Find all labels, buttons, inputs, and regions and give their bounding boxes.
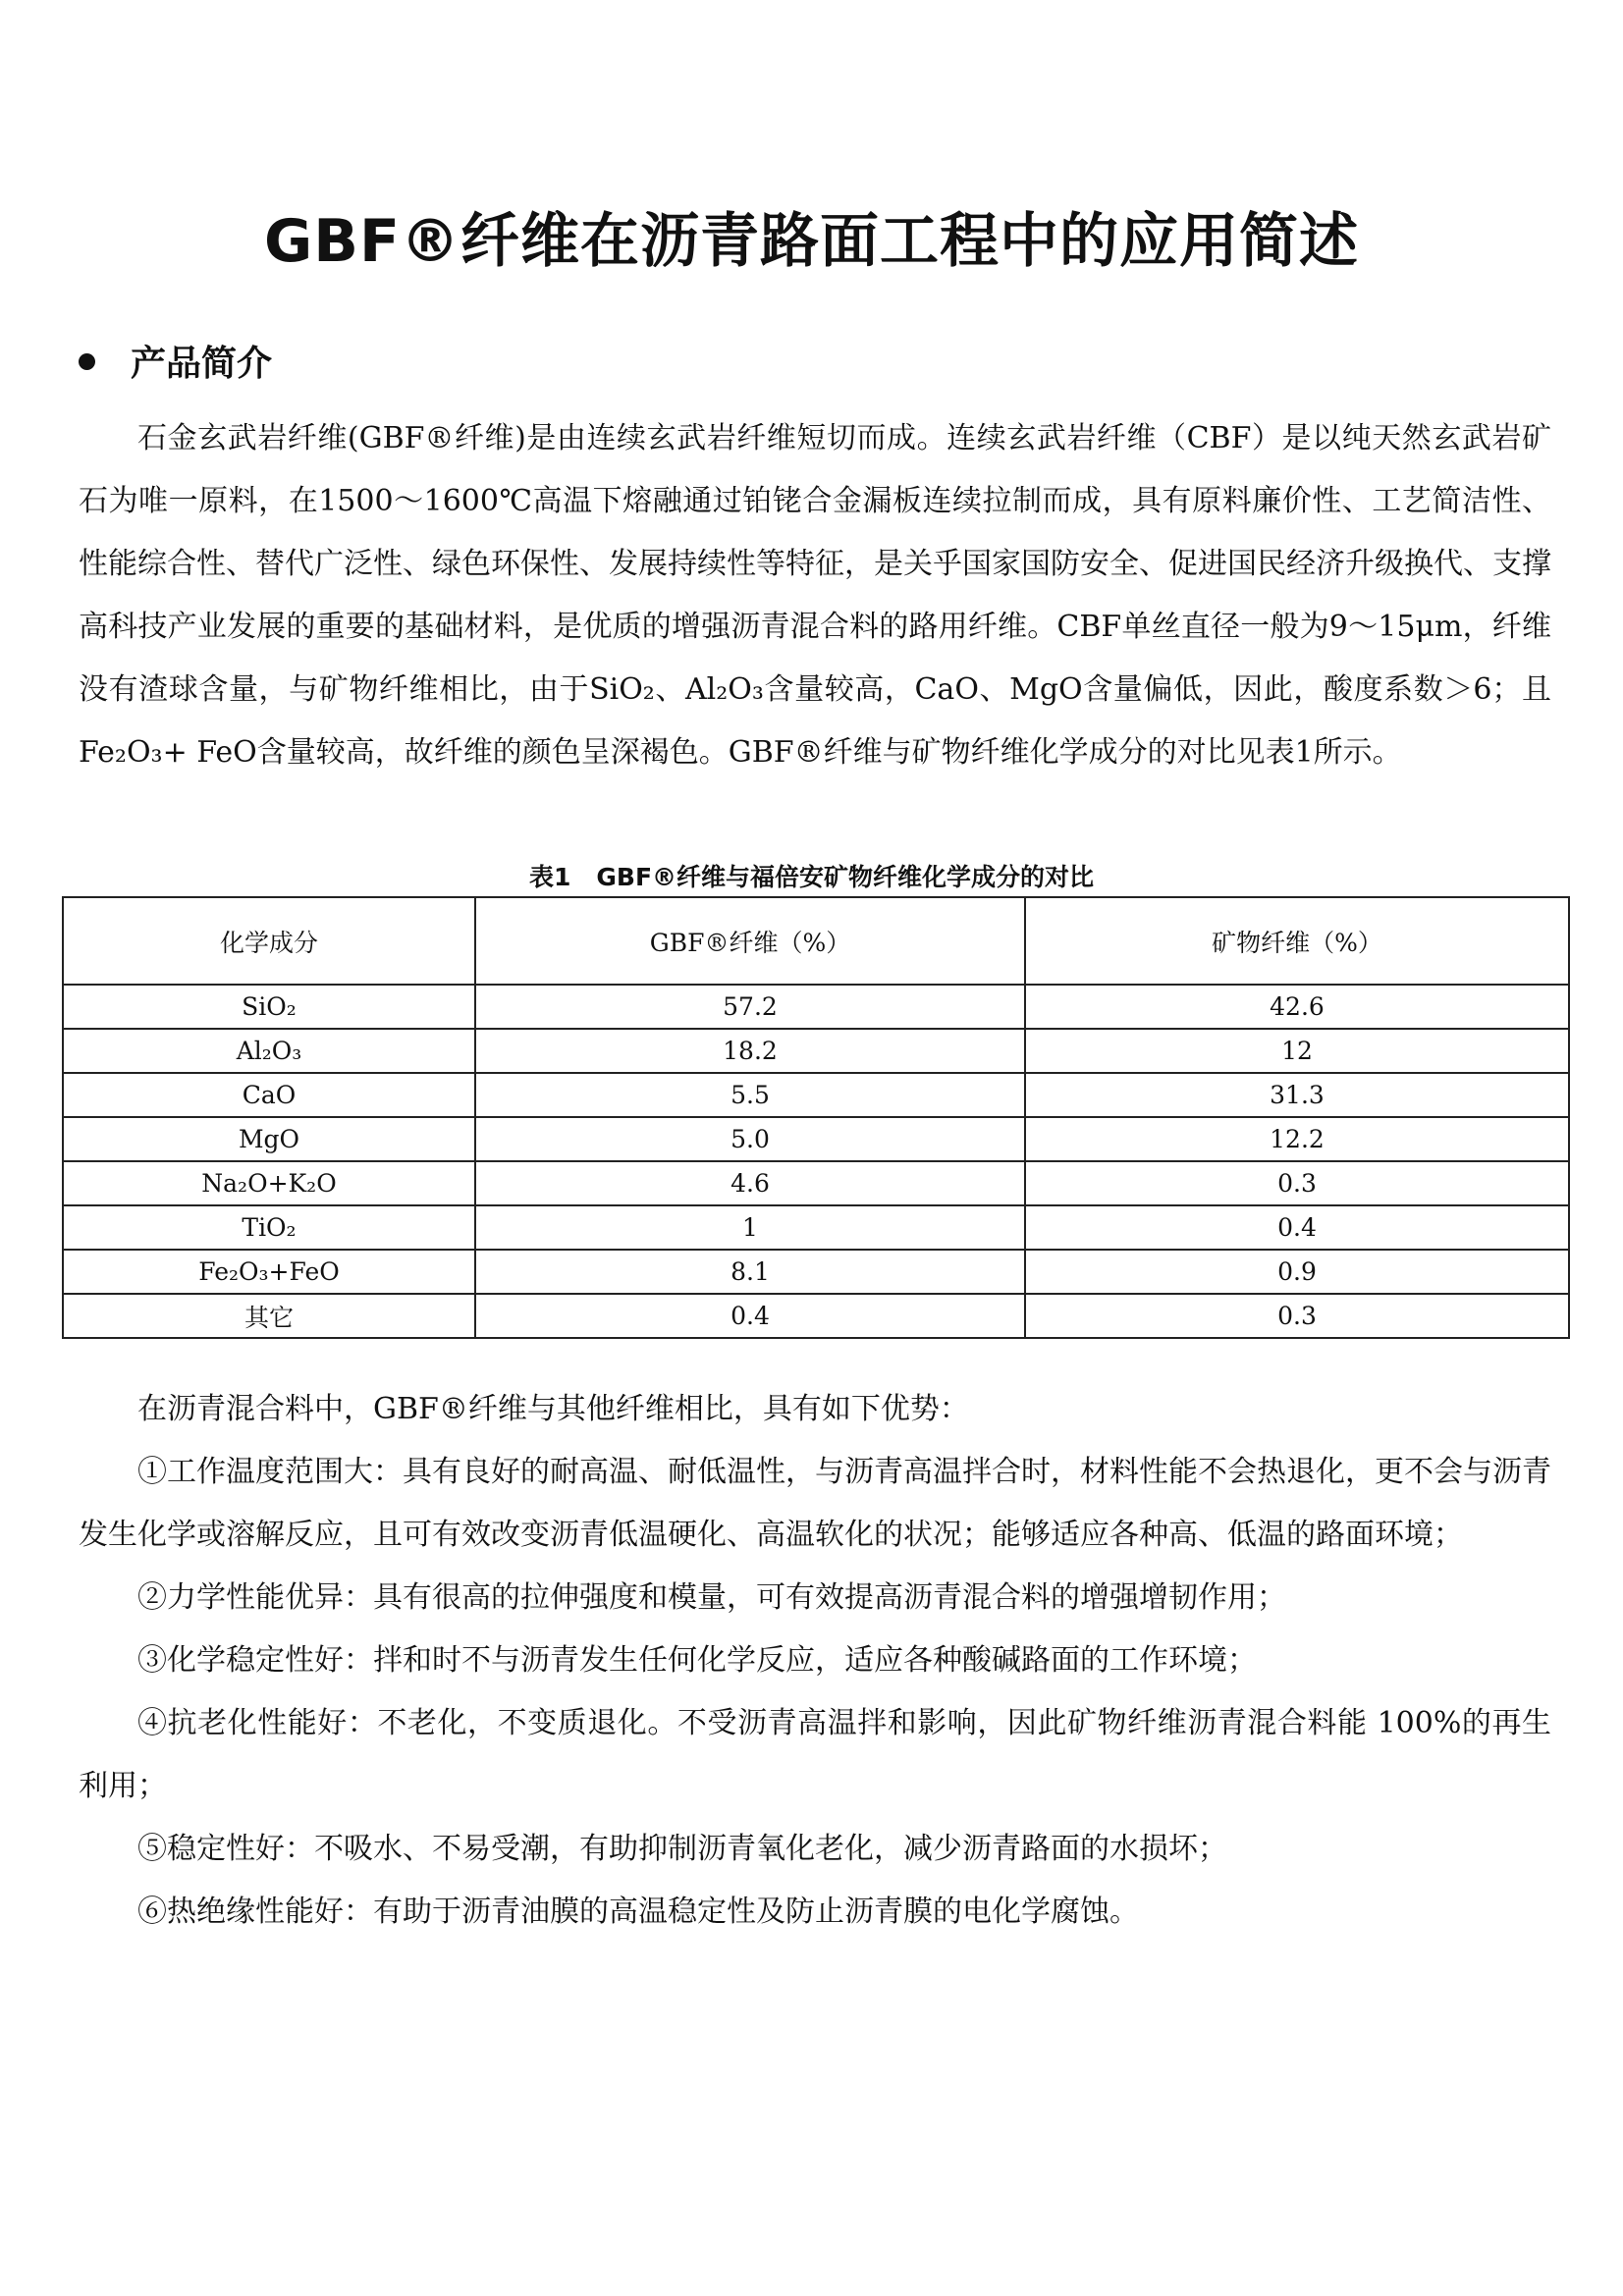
table-caption-text: GBF®纤维与福倍安矿物纤维化学成分的对比 bbox=[596, 863, 1095, 891]
table-cell: 0.4 bbox=[475, 1294, 1025, 1338]
table-cell: 0.9 bbox=[1025, 1250, 1569, 1294]
advantage-item: ②力学性能优异：具有很高的拉伸强度和模量，可有效提高沥青混合料的增强增韧作用； bbox=[137, 1580, 1286, 1615]
advantage-item: ⑥热绝缘性能好：有助于沥青油膜的高温稳定性及防止沥青膜的电化学腐蚀。 bbox=[137, 1895, 1139, 1929]
table-row bbox=[63, 1117, 1569, 1161]
table-cell: TiO₂ bbox=[63, 1205, 475, 1250]
advantage-item: ⑤稳定性好：不吸水、不易受潮，有助抑制沥青氧化老化，减少沥青路面的水损坏； bbox=[137, 1832, 1227, 1866]
table-cell: CaO bbox=[63, 1073, 475, 1117]
table-cell: 18.2 bbox=[475, 1029, 1025, 1073]
table-row bbox=[63, 1205, 1569, 1250]
table-cell: 0.4 bbox=[1025, 1205, 1569, 1250]
table-cell: 8.1 bbox=[475, 1250, 1025, 1294]
table-row bbox=[63, 1250, 1569, 1294]
table-cell: 4.6 bbox=[475, 1161, 1025, 1205]
table-cell: 42.6 bbox=[1025, 985, 1569, 1029]
table-cell: 1 bbox=[475, 1205, 1025, 1250]
table-cell: 57.2 bbox=[475, 985, 1025, 1029]
advantage-item: ④抗老化性能好：不老化，不变质退化。不受沥青高温拌和影响，因此矿物纤维沥青混合料能 100%的再生利用； bbox=[79, 1706, 1551, 1803]
table-header-row bbox=[63, 897, 1569, 985]
advantages-section bbox=[79, 1378, 1551, 1944]
bullet-dot-icon bbox=[79, 353, 95, 370]
section-heading bbox=[79, 336, 272, 386]
table-cell: 5.0 bbox=[475, 1117, 1025, 1161]
header-cell: GBF®纤维（%） bbox=[475, 897, 1025, 985]
table-row bbox=[63, 1073, 1569, 1117]
table-cell: 5.5 bbox=[475, 1073, 1025, 1117]
table-cell: 12 bbox=[1025, 1029, 1569, 1073]
table-cell: 0.3 bbox=[1025, 1161, 1569, 1205]
header-cell: 化学成分 bbox=[63, 897, 475, 985]
advantages-intro: 在沥青混合料中，GBF®纤维与其他纤维相比，具有如下优势： bbox=[137, 1392, 969, 1426]
advantage-item: ①工作温度范围大：具有良好的耐高温、耐低温性，与沥青高温拌合时，材料性能不会热退化，更不会与沥青发生化学或溶解反应，且可有效改变沥青低温硬化、高温软化的状况；能够适应各种高、低温的路面环境； bbox=[79, 1455, 1551, 1552]
composition-table bbox=[62, 896, 1570, 1339]
table-cell: Al₂O₃ bbox=[63, 1029, 475, 1073]
header-cell: 矿物纤维（%） bbox=[1025, 897, 1569, 985]
table-cell: SiO₂ bbox=[63, 985, 475, 1029]
table-caption bbox=[0, 858, 1623, 893]
advantage-item: ③化学稳定性好：拌和时不与沥青发生任何化学反应，适应各种酸碱路面的工作环境； bbox=[137, 1643, 1257, 1678]
table-row bbox=[63, 985, 1569, 1029]
section-heading-text: 产品简介 bbox=[131, 344, 273, 384]
table-cell: 31.3 bbox=[1025, 1073, 1569, 1117]
table-row bbox=[63, 1161, 1569, 1205]
table-cell: Na₂O+K₂O bbox=[63, 1161, 475, 1205]
table-cell: 12.2 bbox=[1025, 1117, 1569, 1161]
table-cell: 0.3 bbox=[1025, 1294, 1569, 1338]
table-cell: MgO bbox=[63, 1117, 475, 1161]
intro-paragraph: 石金玄武岩纤维(GBF®纤维)是由连续玄武岩纤维短切而成。连续玄武岩纤维（CBF）是以纯天然玄武岩矿石为唯一原料，在1500～1600℃高温下熔融通过铂铑合金漏板连续拉制而成，具有原料廉价性、工艺简洁性、性能综合性、替代广泛性、绿色环保性、发展持续性等特征，是关乎国家国防安全、促进国民经济升级换代、支撑高科技产业发展的重要的基础材料，是优质的增强沥青混合料的路用纤维。CBF单丝直径一般为9～15μm，纤维没有渣球含量，与矿物纤维相比，由于SiO₂、Al₂O₃含量较高，CaO、MgO含量偏低，因此，酸度系数＞6；且Fe₂O₃+ FeO含量较高，故纤维的颜色呈深褐色。GBF®纤维与矿物纤维化学成分的对比见表1所示。 bbox=[79, 421, 1551, 770]
table-caption-number: 表1 bbox=[528, 863, 571, 891]
page-title: GBF®纤维在沥青路面工程中的应用简述 bbox=[264, 207, 1359, 276]
table-row bbox=[63, 1294, 1569, 1338]
table-cell: 其它 bbox=[63, 1294, 475, 1338]
table-row bbox=[63, 1029, 1569, 1073]
table-cell: Fe₂O₃+FeO bbox=[63, 1250, 475, 1294]
